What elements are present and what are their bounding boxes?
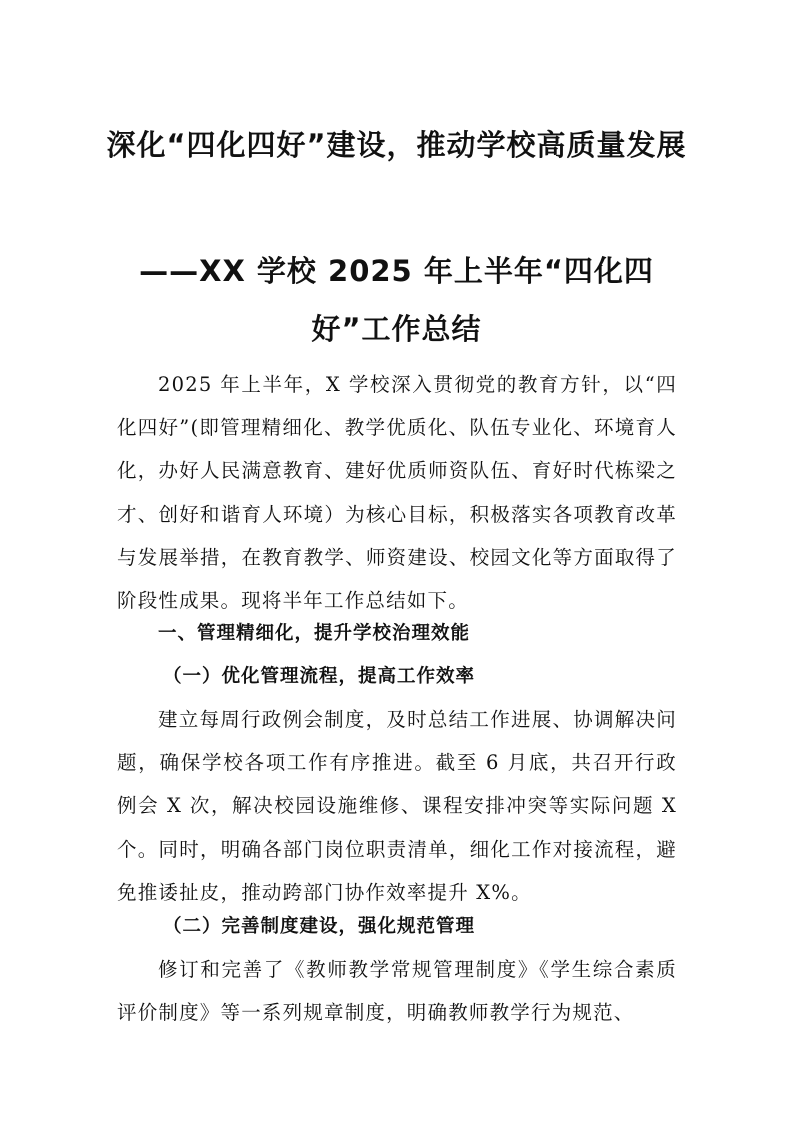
section-1-1-heading: （一）优化管理流程，提高工作效率: [163, 666, 476, 687]
section-1-heading: 一、管理精细化，提升学校治理效能: [158, 623, 471, 644]
section-1-2-paragraph: 修订和完善了《教师教学常规管理制度》《学生综合素质评价制度》等一系列规章制度，明确教师教学行为规范、: [117, 958, 677, 1025]
intro-paragraph: 2025 年上半年，X 学校深入贯彻党的教育方针，以“四化四好”(即管理精细化、教学优质化、队伍专业化、环境育人化，办好人民满意教育、建好优质师资队伍、育好时代栋梁之才、创好和谐育人环境）为核心目标，积极落实各项教育改革与发展举措，在教育教学、师资建设、校园文化等方面取得了阶段性成果。现将半年工作总结如下。: [117, 373, 677, 613]
document-title: 深化“四化四好”建设，推动学校高质量发展: [106, 128, 687, 162]
section-1-1-paragraph: 建立每周行政例会制度，及时总结工作进展、协调解决问题，确保学校各项工作有序推进。截至 6 月底，共召开行政例会 X 次，解决校园设施维修、课程安排冲突等实际问题 X 个。同时，明确各部门岗位职责清单，细化工作对接流程，避免推诿扯皮，推动跨部门协作效率提升 X%。: [117, 708, 677, 904]
section-1-2-heading: （二）完善制度建设，强化规范管理: [163, 916, 476, 937]
document-subtitle: ——XX 学校 2025 年上半年“四化四好”工作总结: [139, 254, 654, 346]
